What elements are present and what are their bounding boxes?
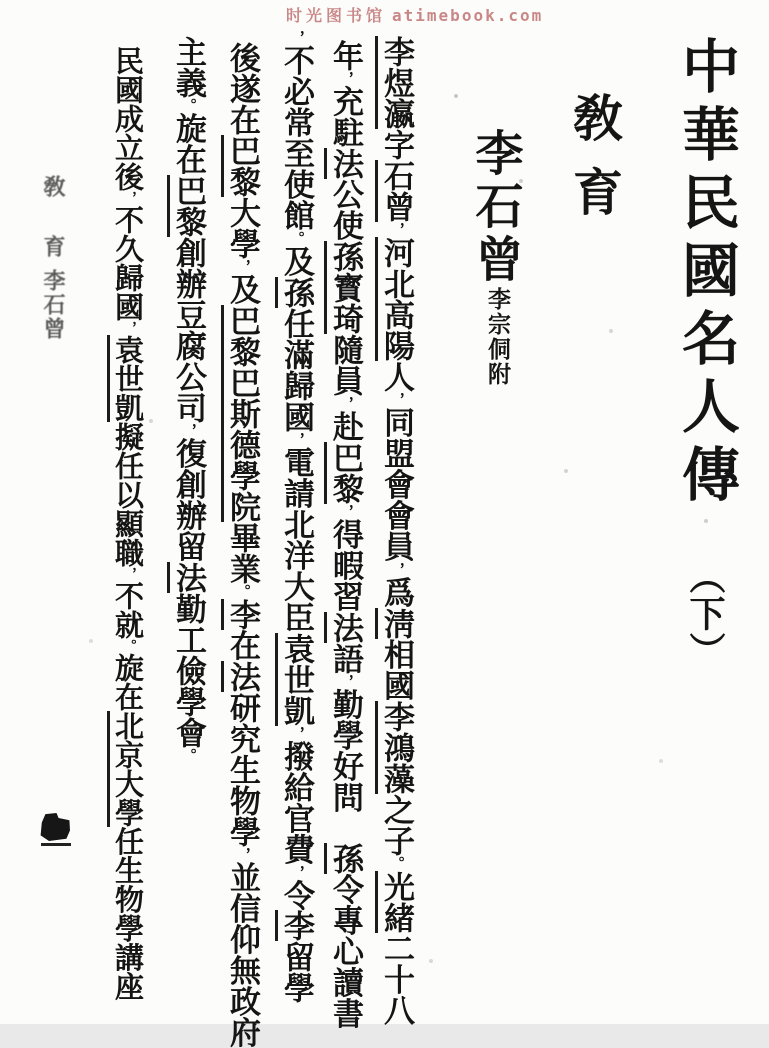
book-title: 中華民國名人傳 [673,36,738,512]
margin-header: 敎育李石曾 [41,175,66,341]
watermark [286,3,543,26]
body-column-5: 主義。旋在巴黎創辦豆腐公司，復創辦留法勤工儉學會。 [165,36,211,763]
section-heading: 敎育 [566,92,622,240]
volume-label: ︵下︶ [685,558,725,669]
scan-speckles [0,0,2,2]
body-column-4: 後遂在巴黎大學，及巴黎巴斯德學院畢業。李在法研究生物學，並信仰無政府 [219,42,265,1048]
body-column-6: 民國成立後，不久歸國，袁世凱擬任以顯職，不就。旋在北京大學任生物學講座 [104,46,150,1001]
book-title-column [672,36,738,669]
body-column-3: ，不必常至使館。及孫任滿歸國，電請北洋大臣袁世凱，撥給官費，令李留學 [273,30,319,1003]
watermark-chinese: 时光图书馆 [286,6,387,25]
entry-appended-note: 李宗侗附 [485,287,510,387]
page-marker-ink-blob [40,813,70,841]
watermark-url: atimebook.com [392,6,544,25]
body-column-2: 年，充駐法公使孫寳琦隨員，赴巴黎，得暇習法語，勤學好問孫令專心讀書 [322,40,368,1029]
body-column-1: 李煜瀛字石曾，河北高陽人，同盟會會員，爲淸相國李鴻藻之子。光緒二十八 [373,36,419,1026]
entry-name: 李石曾 [468,128,521,287]
page-marker-underline [41,843,71,846]
